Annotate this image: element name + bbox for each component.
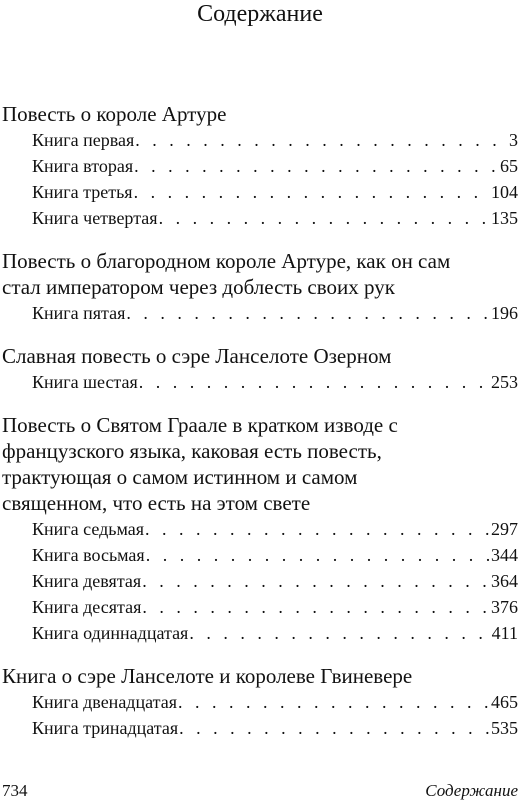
entry-page: 364 (491, 571, 518, 591)
toc-entry (2, 620, 518, 646)
entry-label: Книга четвертая (32, 208, 158, 228)
entry-page: 65 (500, 156, 518, 176)
entry-label: Книга восьмая (32, 545, 145, 565)
toc-entry (2, 205, 518, 231)
page-number: 734 (2, 781, 28, 800)
section-title: Повесть о Святом Граале в кратком изводе с французского языка, каковая есть повесть, трактующая о самом истинном и самом священном, что есть на этом свете (2, 413, 398, 515)
section-title: Повесть о благородном короле Артуре, как он сам стал императором через доблесть своих рук (2, 249, 451, 299)
entry-page: 135 (491, 208, 518, 228)
entry-label: Книга десятая (32, 597, 142, 617)
entry-label: Книга пятая (32, 303, 126, 323)
toc-entry (2, 568, 518, 594)
section-title: Книга о сэре Ланселоте и королеве Гвиневере (2, 664, 413, 688)
dot-leader (142, 594, 490, 620)
entry-label: Книга девятая (32, 571, 142, 591)
dot-leader (134, 179, 490, 205)
toc-entry (2, 689, 518, 715)
entry-page: 376 (491, 597, 518, 617)
toc-entry (2, 179, 518, 205)
toc-entry (2, 127, 518, 153)
running-title: Содержание (425, 781, 518, 800)
toc-entry (2, 715, 518, 741)
dot-leader (134, 153, 499, 179)
dot-leader (179, 715, 490, 741)
entry-label: Книга вторая (32, 156, 134, 176)
entry-label: Книга одиннадцатая (32, 623, 189, 643)
toc-entry (2, 542, 518, 568)
toc-entry (2, 369, 518, 395)
toc-section (2, 412, 518, 646)
entry-page: 297 (491, 519, 518, 539)
entry-page: 535 (491, 718, 518, 738)
dot-leader (159, 205, 490, 231)
entry-page: 196 (491, 303, 518, 323)
section-title: Повесть о короле Артуре (2, 102, 227, 126)
entry-page: 253 (491, 372, 518, 392)
dot-leader (139, 369, 490, 395)
entry-page: 3 (509, 130, 518, 150)
toc-section (2, 101, 518, 231)
dot-leader (178, 689, 490, 715)
entry-page: 344 (491, 545, 518, 565)
toc-section (2, 343, 518, 395)
entry-label: Книга шестая (32, 372, 138, 392)
dot-leader (135, 127, 508, 153)
entry-label: Книга седьмая (32, 519, 145, 539)
entry-page: 411 (491, 623, 518, 643)
dot-leader (145, 516, 490, 542)
entry-label: Книга третья (32, 182, 133, 202)
page-title: Содержание (197, 1, 323, 27)
toc-entry (2, 516, 518, 542)
dot-leader (146, 542, 490, 568)
entry-label: Книга тринадцатая (32, 718, 179, 738)
entry-page: 104 (491, 182, 518, 202)
entry-label: Книга первая (32, 130, 135, 150)
dot-leader (142, 568, 490, 594)
toc-section (2, 663, 518, 741)
table-of-contents (2, 101, 518, 758)
toc-section (2, 248, 518, 326)
section-title: Славная повесть о сэре Ланселоте Озерном (2, 344, 392, 368)
toc-entry (2, 594, 518, 620)
toc-entry (2, 300, 518, 326)
entry-page: 465 (491, 692, 518, 712)
entry-label: Книга двенадцатая (32, 692, 177, 712)
dot-leader (126, 300, 490, 326)
toc-entry (2, 153, 518, 179)
dot-leader (189, 620, 490, 646)
